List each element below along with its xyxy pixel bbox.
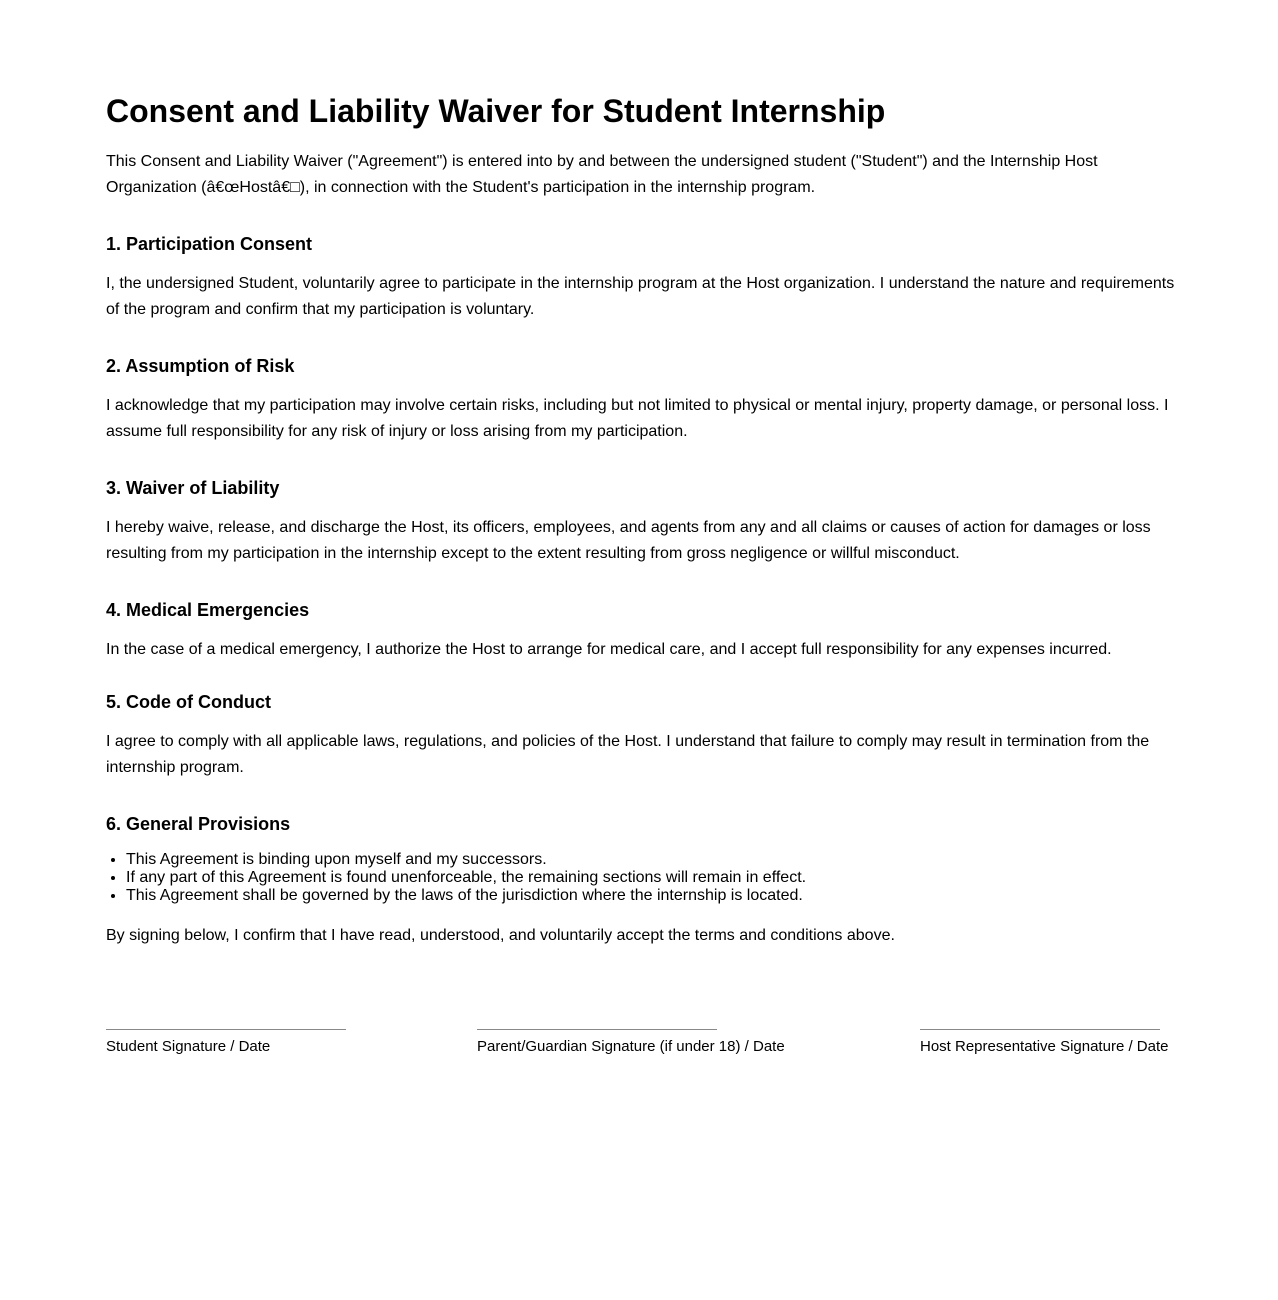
signature-line	[106, 1029, 346, 1030]
section-text: I agree to comply with all applicable laws, regulations, and policies of the Host. I understand that failure to comply may result in termination from the internship program.	[106, 733, 1150, 776]
section-text: I, the undersigned Student, voluntarily agree to participate in the internship program at the Host organization. I understand the nature and requirements of the program and confirm that my participation is voluntary.	[106, 275, 1175, 318]
signature-label: Student Signature / Date	[106, 1038, 271, 1055]
section-heading: 5. Code of Conduct	[106, 692, 271, 712]
signature-row	[106, 1029, 1206, 1089]
section-text: I acknowledge that my participation may involve certain risks, including but not limited to physical or mental injury, property damage, or personal loss. I assume full responsibility for any risk of injury or loss arising from my participation.	[106, 397, 1169, 440]
section-heading: 6. General Provisions	[106, 814, 291, 834]
section-general-provisions	[106, 813, 1178, 905]
list-item: • If any part of this Agreement is found unenforceable, the remaining sections will remain in effect.	[126, 869, 1178, 887]
intro-paragraph: This Consent and Liability Waiver ("Agreement") is entered into by and between the undersigned student ("Student") and the Internship Host Organization (â€œHostâ€□), in connection with the Student's participation in the internship program.	[106, 153, 1098, 196]
list-item: • This Agreement shall be governed by the laws of the jurisdiction where the internship is located.	[126, 887, 1178, 905]
signature-label: Parent/Guardian Signature (if under 18) / Date	[477, 1038, 785, 1055]
section-code-of-conduct	[106, 691, 1178, 781]
section-waiver-of-liability	[106, 477, 1178, 567]
provisions-list	[106, 851, 1178, 905]
section-heading: 2. Assumption of Risk	[106, 356, 295, 376]
signature-line	[920, 1029, 1160, 1030]
section-heading: 4. Medical Emergencies	[106, 600, 310, 620]
host-signature-block	[920, 1029, 1168, 1056]
student-signature-block	[106, 1029, 346, 1056]
closing-statement: By signing below, I confirm that I have read, understood, and voluntarily accept the terms and conditions above.	[106, 927, 895, 944]
signature-label: Host Representative Signature / Date	[920, 1038, 1169, 1055]
section-text: I hereby waive, release, and discharge the Host, its officers, employees, and agents from any and all claims or causes of action for damages or loss resulting from my participation in the internship except to the extent resulting from gross negligence or willful misconduct.	[106, 519, 1151, 562]
guardian-signature-block	[477, 1029, 785, 1056]
section-heading: 3. Waiver of Liability	[106, 478, 280, 498]
signature-line	[477, 1029, 717, 1030]
list-item: • This Agreement is binding upon myself and my successors.	[126, 851, 1178, 869]
section-text: In the case of a medical emergency, I authorize the Host to arrange for medical care, and I accept full responsibility for any expenses incurred.	[106, 641, 1112, 658]
document-title: Consent and Liability Waiver for Student Internship	[106, 93, 886, 129]
section-heading: 1. Participation Consent	[106, 234, 313, 254]
section-assumption-of-risk	[106, 355, 1178, 445]
section-participation-consent	[106, 233, 1178, 323]
section-medical-emergencies	[106, 599, 1178, 663]
